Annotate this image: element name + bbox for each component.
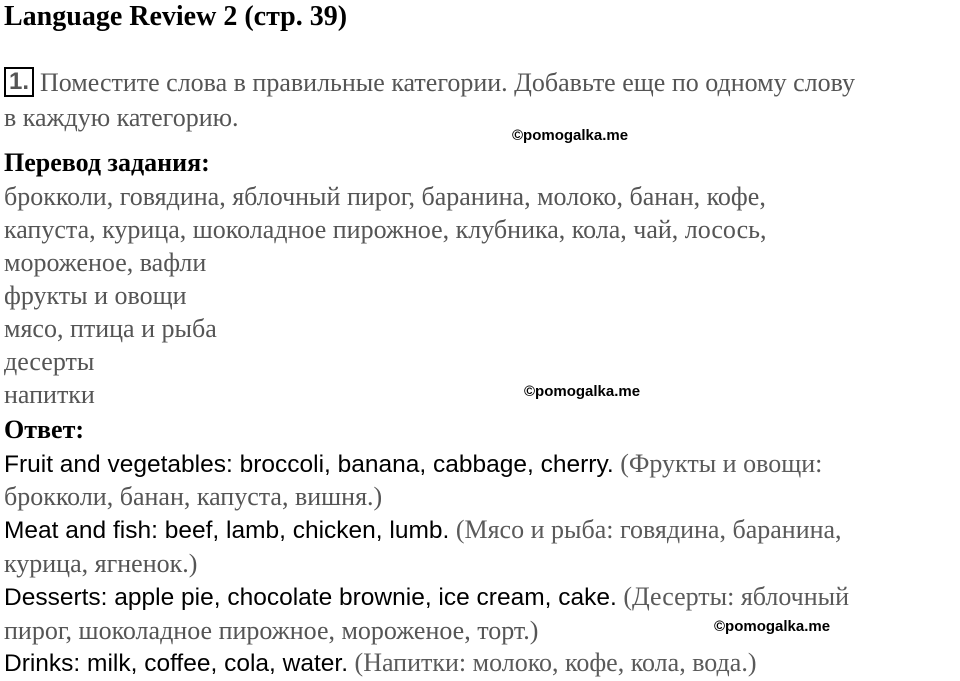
answer-russian: (Фрукты и овощи: — [620, 449, 823, 478]
watermark: ©pomogalka.me — [512, 127, 629, 144]
translation-line: мороженое, вафли — [4, 248, 207, 277]
answer-line — [4, 447, 822, 481]
answer-russian-continued: пирог, шоколадное пирожное, мороженое, торт.) — [4, 616, 539, 645]
answer-russian-continued: брокколи, банан, капуста, вишня.) — [4, 482, 383, 511]
task-text-1: Поместите слова в правильные категории. Добавьте еще по одному слову — [40, 68, 855, 97]
translation-line: мясо, птица и рыба — [4, 314, 217, 343]
answer-heading: Ответ: — [4, 415, 85, 444]
answer-english: Desserts: apple pie, chocolate brownie, ice cream, cake. — [4, 584, 617, 611]
task-line-2: в каждую категорию. — [4, 103, 239, 132]
answer-line — [4, 513, 842, 547]
watermark: ©pomogalka.me — [714, 618, 831, 635]
task-number-badge: 1. — [4, 67, 34, 97]
answer-line — [4, 580, 849, 614]
answer-russian: (Напитки: молоко, кофе, кола, вода.) — [354, 648, 757, 677]
page-title: Language Review 2 (стр. 39) — [4, 1, 348, 32]
translation-heading: Перевод задания: — [4, 148, 210, 177]
translation-line: брокколи, говядина, яблочный пирог, баранина, молоко, банан, кофе, — [4, 182, 766, 211]
translation-line: напитки — [4, 380, 95, 409]
answer-english: Drinks: milk, coffee, cola, water. — [4, 650, 349, 677]
translation-line: капуста, курица, шоколадное пирожное, клубника, кола, чай, лосось, — [4, 215, 767, 244]
task-line-1 — [4, 66, 855, 99]
answer-line — [4, 646, 756, 680]
answer-russian: (Мясо и рыба: говядина, баранина, — [455, 515, 842, 544]
answer-russian-continued: курица, ягненок.) — [4, 549, 198, 578]
answer-english: Fruit and vegetables: broccoli, banana, cabbage, cherry. — [4, 451, 614, 478]
translation-line: фрукты и овощи — [4, 281, 187, 310]
translation-line: десерты — [4, 347, 95, 376]
answer-russian: (Десерты: яблочный — [623, 582, 850, 611]
answer-english: Meat and fish: beef, lamb, chicken, lumb. — [4, 517, 450, 544]
watermark: ©pomogalka.me — [524, 383, 641, 400]
